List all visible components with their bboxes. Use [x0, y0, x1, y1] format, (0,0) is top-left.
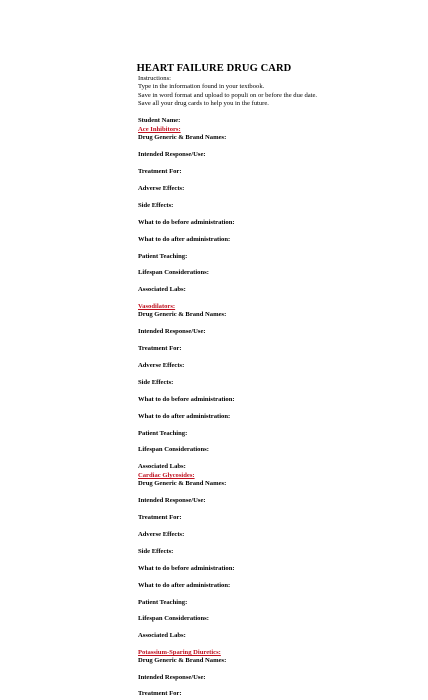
field-lifespan-considerations: Lifespan Considerations:	[138, 615, 209, 622]
field-associated-labs: Associated Labs:	[138, 286, 186, 293]
field-treatment-for: Treatment For:	[138, 690, 182, 697]
field-side-effects: Side Effects:	[138, 379, 174, 386]
field-before-administration: What to do before administration:	[138, 396, 235, 403]
field-treatment-for: Treatment For:	[138, 514, 182, 521]
field-lifespan-considerations: Lifespan Considerations:	[138, 446, 209, 453]
field-treatment-for: Treatment For:	[138, 168, 182, 175]
field-generic-brand: Drug Generic & Brand Names:	[138, 480, 227, 487]
field-adverse-effects: Adverse Effects:	[138, 185, 185, 192]
field-intended-use: Intended Response/Use:	[138, 328, 206, 335]
field-generic-brand: Drug Generic & Brand Names:	[138, 311, 227, 318]
field-patient-teaching: Patient Teaching:	[138, 430, 188, 437]
instructions-block	[138, 75, 326, 109]
document-title: HEART FAILURE DRUG CARD	[136, 63, 292, 74]
field-generic-brand: Drug Generic & Brand Names:	[138, 134, 227, 141]
field-associated-labs: Associated Labs:	[138, 632, 186, 639]
field-after-administration: What to do after administration:	[138, 236, 231, 243]
field-side-effects: Side Effects:	[138, 202, 174, 209]
field-intended-use: Intended Response/Use:	[138, 151, 206, 158]
field-lifespan-considerations: Lifespan Considerations:	[138, 269, 209, 276]
instruction-line: Save in word format and upload to populi on or before the due date.	[138, 91, 318, 99]
field-associated-labs: Associated Labs:	[138, 463, 186, 470]
category-vasodilators: Vasodilators:	[138, 303, 176, 310]
field-after-administration: What to do after administration:	[138, 582, 231, 589]
field-patient-teaching: Patient Teaching:	[138, 599, 188, 606]
field-patient-teaching: Patient Teaching:	[138, 253, 188, 260]
instruction-line: Save all your drug cards to help you in the future.	[138, 100, 269, 108]
field-after-administration: What to do after administration:	[138, 413, 231, 420]
field-adverse-effects: Adverse Effects:	[138, 362, 185, 369]
student-name-label: Student Name:	[138, 117, 181, 124]
category-potassium-sparing-diuretics: Potassium-Sparing Diuretics:	[138, 649, 221, 656]
field-before-administration: What to do before administration:	[138, 219, 235, 226]
field-intended-use: Intended Response/Use:	[138, 674, 206, 681]
field-treatment-for: Treatment For:	[138, 345, 182, 352]
field-before-administration: What to do before administration:	[138, 565, 235, 572]
instruction-line: Type in the information found in your textbook.	[138, 83, 265, 91]
category-ace-inhibitors: Ace Inhibitors:	[138, 126, 181, 133]
instructions-heading: Instructions:	[138, 75, 171, 82]
field-generic-brand: Drug Generic & Brand Names:	[138, 657, 227, 664]
field-intended-use: Intended Response/Use:	[138, 497, 206, 504]
field-side-effects: Side Effects:	[138, 548, 174, 555]
field-adverse-effects: Adverse Effects:	[138, 531, 185, 538]
category-cardiac-glycosides: Cardiac Glycosides:	[138, 472, 195, 479]
